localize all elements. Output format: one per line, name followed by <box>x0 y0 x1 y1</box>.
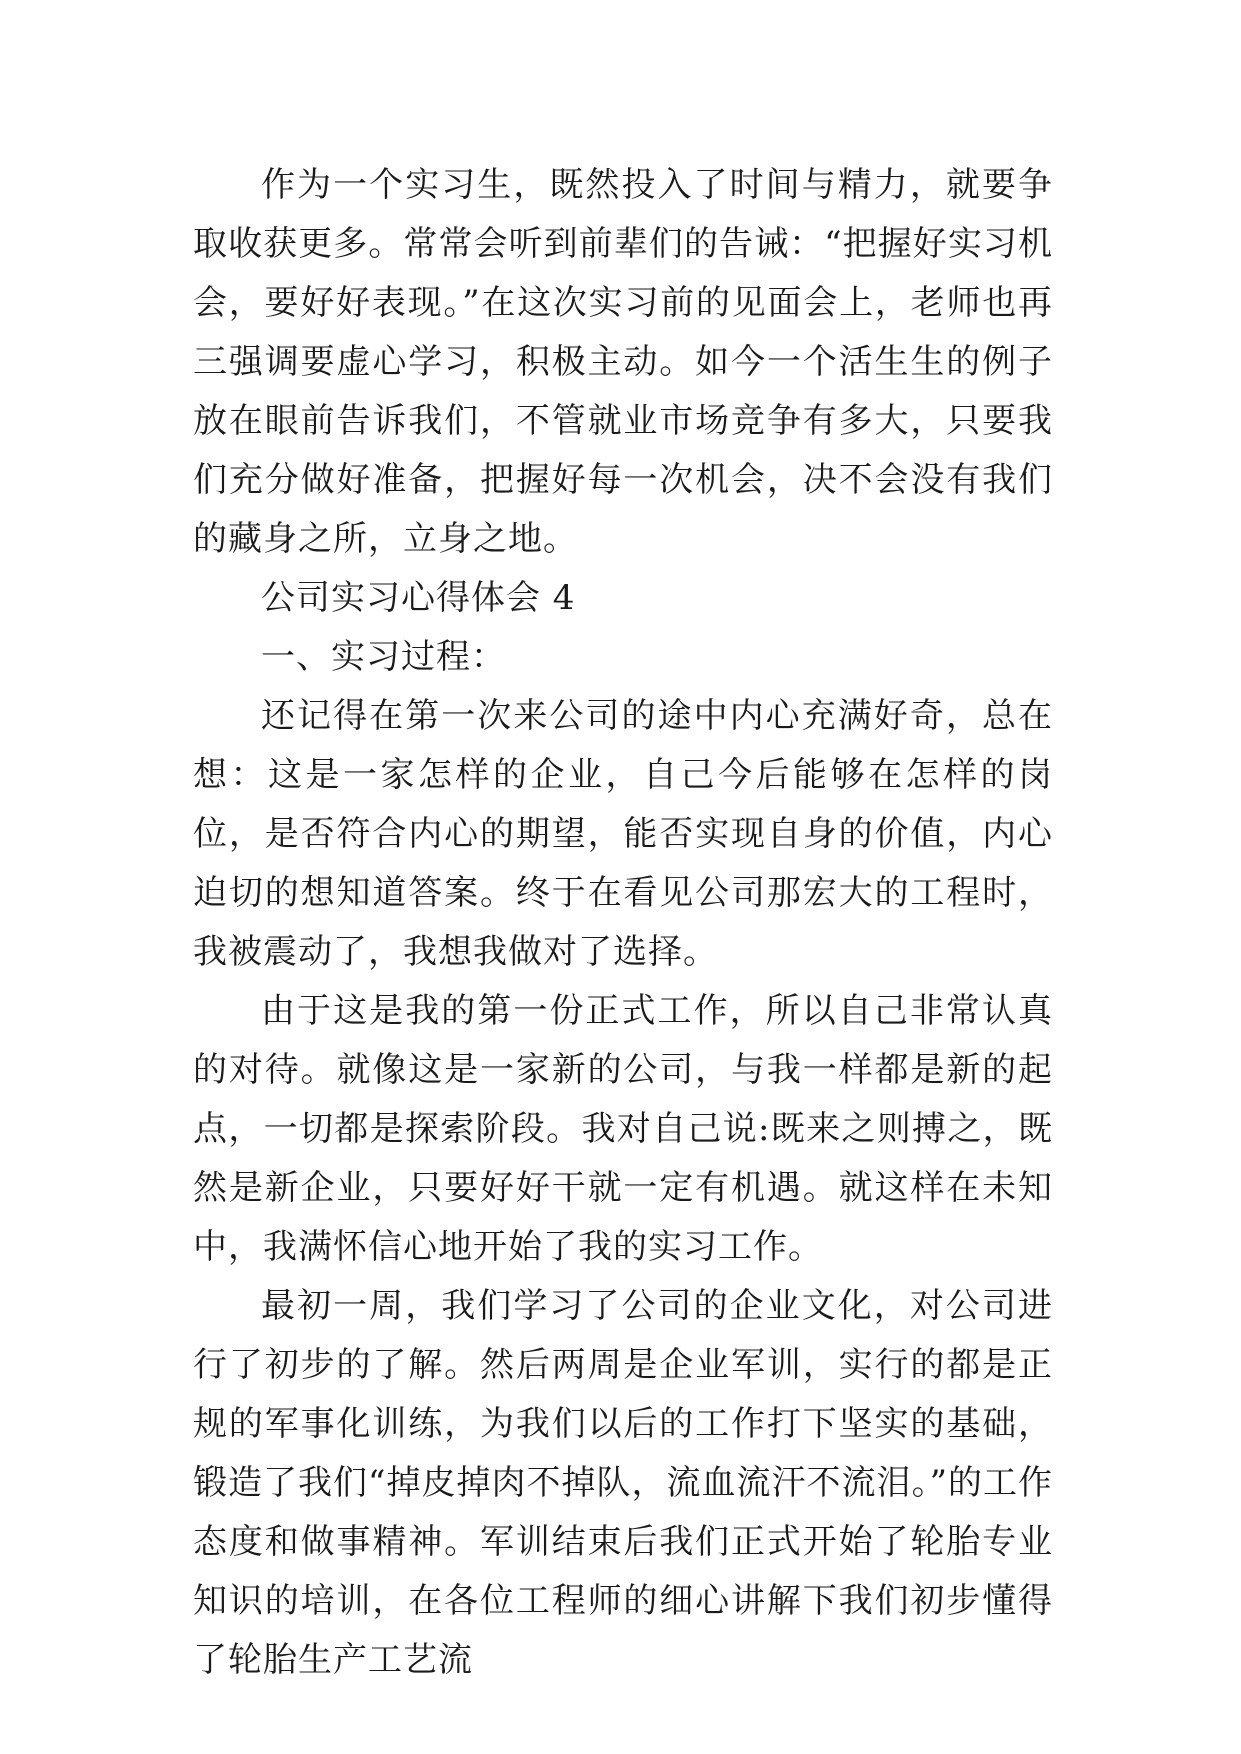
paragraph-training: 最初一周，我们学习了公司的企业文化，对公司进行了初步的了解。然后两周是企业军训，实行的都是正规的军事化训练，为我们以后的工作打下坚实的基础，锻造了我们“掉皮掉肉不掉队，流血流汗不流泪。”的工作态度和做事精神。军训结束后我们正式开始了轮胎专业知识的培训，在各位工程师的细心讲解下我们初步懂得了轮胎生产工艺流 <box>193 1286 1053 1680</box>
paragraph-first-job: 由于这是我的第一份正式工作，所以自己非常认真的对待。就像这是一家新的公司，与我一样都是新的起点，一切都是探索阶段。我对自己说:既来之则搏之，既然是新企业，只要好好干就一定有机遇。就这样在未知中，我满怀信心地开始了我的实习工作。 <box>193 991 1053 1267</box>
paragraph-first-visit: 还记得在第一次来公司的途中内心充满好奇，总在想：这是一家怎样的企业，自己今后能够在怎样的岗位，是否符合内心的期望，能否实现自身的价值，内心迫切的想知道答案。终于在看见公司那宏大的工程时，我被震动了，我想我做对了选择。 <box>193 696 1053 972</box>
subsection-title: 一、实习过程： <box>261 637 506 677</box>
paragraph-internship-reflection: 作为一个实习生，既然投入了时间与精力，就要争取收获更多。常常会听到前辈们的告诫：“把握好实习机会，要好好表现。”在这次实习前的见面会上，老师也再三强调要虚心学习，积极主动。如今一个活生生的例子放在眼前告诉我们，不管就业市场竞争有多大，只要我们充分做好准备，把握好每一次机会，决不会没有我们的藏身之所，立身之地。 <box>193 165 1053 559</box>
document-body <box>193 156 1053 1690</box>
section-title: 公司实习心得体会 4 <box>261 578 576 618</box>
